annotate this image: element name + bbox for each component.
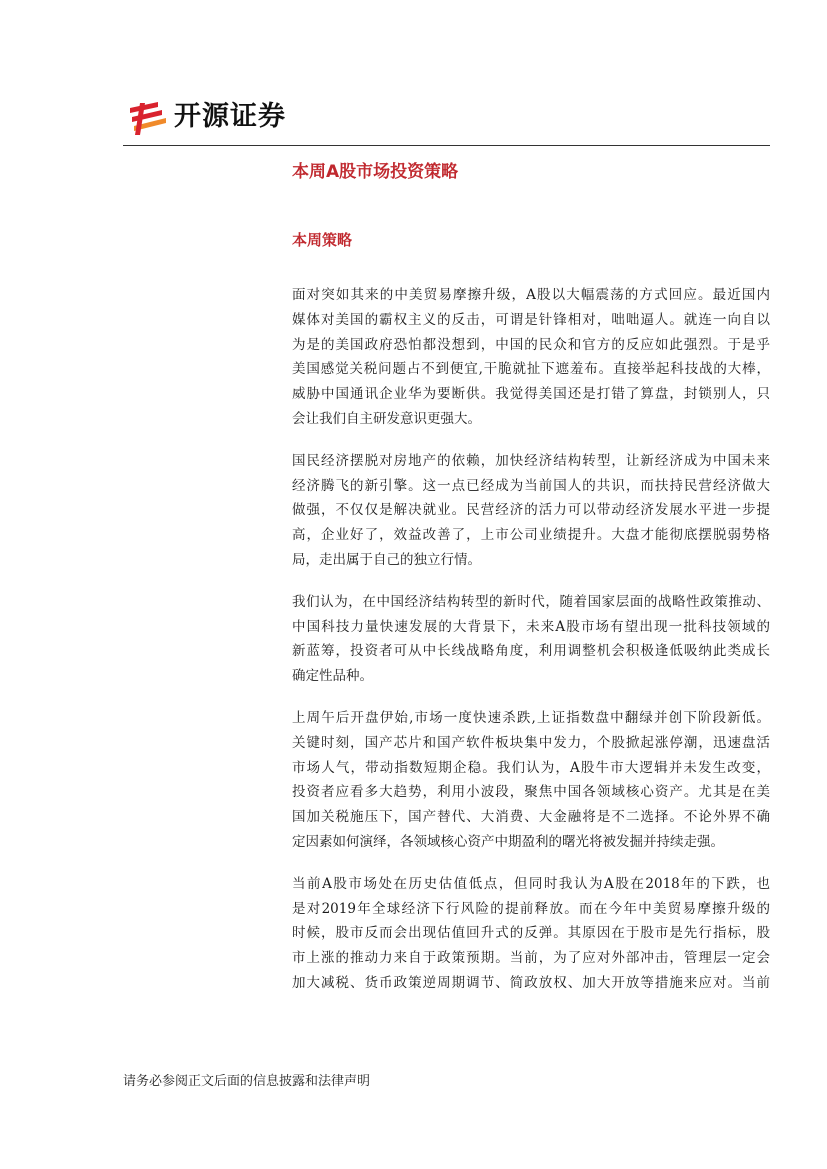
- text-line: 定因素如何演绎，各领域核心资产中期盈利的曙光将被发掘并持续走强。: [292, 833, 724, 850]
- paragraph: [292, 706, 770, 855]
- paragraph: [292, 449, 770, 573]
- text-line: 市上涨的推动力来自于政策预期。当前，为了应对外部冲击，管理层一定会: [292, 950, 770, 967]
- text-line: 局，走出属于自己的独立行情。: [292, 551, 481, 568]
- text-line: 高，企业好了，效益改善了，上市公司业绩提升。大盘才能彻底摆脱弱势格: [292, 527, 770, 544]
- header-divider: [123, 145, 770, 146]
- text-line: 我们认为，在中国经济结构转型的新时代，随着国家层面的战略性政策推动、: [292, 593, 770, 610]
- text-line: 做强，不仅仅是解决就业。民营经济的活力可以带动经济发展水平进一步提: [292, 502, 770, 519]
- text-line: 面对突如其来的中美贸易摩擦升级，A股以大幅震荡的方式回应。最近国内: [292, 287, 770, 303]
- paragraph: [292, 283, 770, 432]
- text-line: 投资者应看多大趋势，利用小波段，聚焦中国各领域核心资产。尤其是在美: [292, 784, 770, 801]
- text-line: 中国科技力量快速发展的大背景下，未来A股市场有望出现一批科技领域的: [292, 618, 770, 635]
- section-title: 本周策略: [292, 231, 353, 249]
- text-line: 当前A股市场处在历史估值低点，但同时我认为A股在2018年的下跌，也: [292, 875, 770, 892]
- company-logo: [128, 98, 328, 138]
- text-line: 美国感觉关税问题占不到便宜,干脆就扯下遮羞布。直接举起科技战的大棒，: [292, 361, 770, 378]
- text-line: 媒体对美国的霸权主义的反击，可谓是针锋相对，咄咄逼人。就连一向自以: [292, 311, 770, 328]
- text-line: 关键时刻，国产芯片和国产软件板块集中发力，个股掀起涨停潮，迅速盘活: [292, 734, 770, 751]
- text-line: 为是的美国政府恐怕都没想到，中国的民众和官方的反应如此强烈。于是乎: [292, 336, 770, 353]
- text-line: 加大减税、货币政策逆周期调节、简政放权、加大开放等措施来应对。当前: [292, 974, 770, 991]
- text-line: 市场人气，带动指数短期企稳。我们认为，A股牛市大逻辑并未发生改变，: [292, 759, 770, 776]
- logo-mark-icon: [128, 100, 168, 136]
- document-body: [292, 283, 770, 1013]
- text-line: 威胁中国通讯企业华为要断供。我觉得美国还是打错了算盘，封锁别人，只: [292, 386, 770, 403]
- text-line: 时候，股市反而会出现估值回升式的反弹。其原因在于股市是先行指标，股: [292, 925, 770, 942]
- text-line: 经济腾飞的新引擎。这一点已经成为当前国人的共识，而扶持民营经济做大: [292, 477, 770, 494]
- logo-text: 开源证券: [174, 101, 286, 132]
- text-line: 上周午后开盘伊始,市场一度快速杀跌,上证指数盘中翻绿并创下阶段新低。: [292, 709, 770, 726]
- text-line: 是对2019年全球经济下行风险的提前释放。而在今年中美贸易摩擦升级的: [292, 900, 770, 917]
- text-line: 新蓝筹，投资者可从中长线战略角度，利用调整机会积极逢低吸纳此类成长: [292, 643, 770, 660]
- document-title: 本周A股市场投资策略: [292, 162, 459, 182]
- text-line: 国加关税施压下，国产替代、大消费、大金融将是不二选择。不论外界不确: [292, 809, 770, 826]
- paragraph: [292, 872, 770, 996]
- footer-disclaimer: 请务必参阅正文后面的信息披露和法律声明: [123, 1074, 371, 1089]
- paragraph: [292, 590, 770, 689]
- text-line: 国民经济摆脱对房地产的依赖，加快经济结构转型，让新经济成为中国未来: [292, 452, 770, 469]
- text-line: 会让我们自主研发意识更强大。: [292, 410, 481, 427]
- text-line: 确定性品种。: [292, 668, 373, 685]
